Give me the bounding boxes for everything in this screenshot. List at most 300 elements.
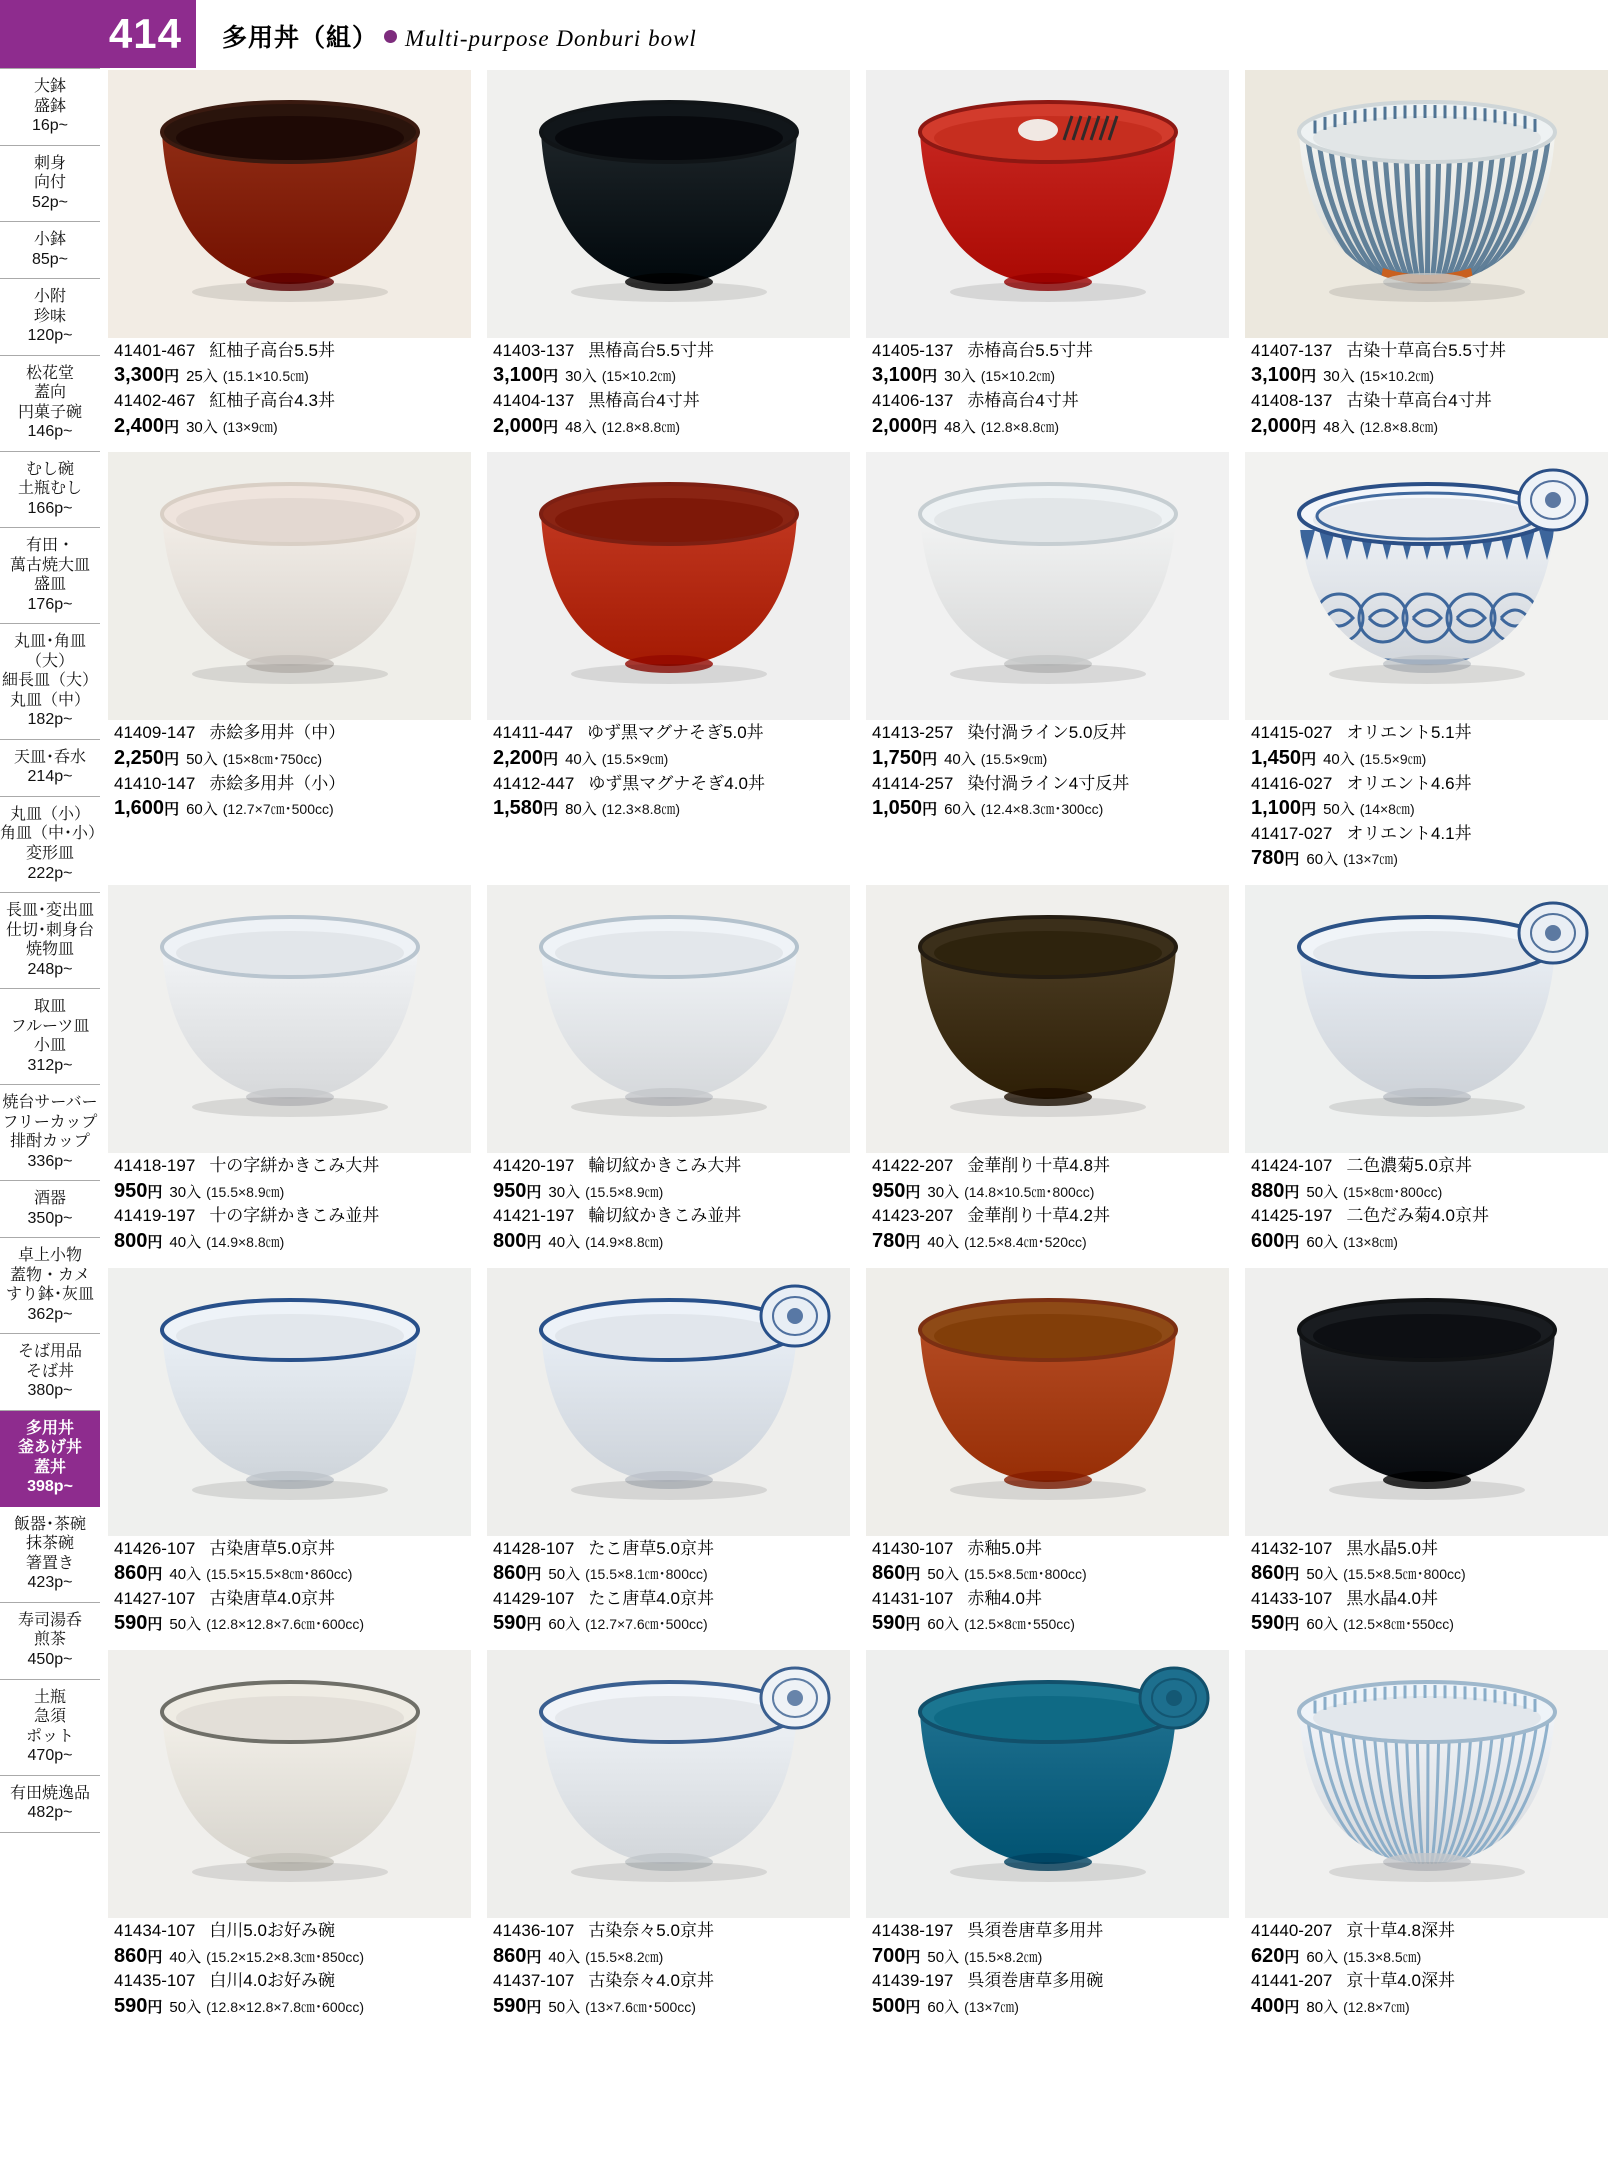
sidebar-item-label: 寿司湯呑 <box>17 1611 82 1629</box>
sidebar-item-label: 小附 <box>33 288 66 306</box>
sidebar-item-label: 166p~ <box>27 499 73 517</box>
product-quantity: 40入 <box>548 1948 581 1966</box>
product-dimensions: (13×7㎝) <box>1343 851 1398 868</box>
product-photo <box>487 1650 850 1918</box>
product-price: 860 <box>493 1562 527 1585</box>
product-cell[interactable] <box>858 1268 1237 1638</box>
product-cell[interactable] <box>100 1268 479 1638</box>
product-price: 1,100 <box>1251 797 1302 820</box>
sidebar-item-label: 酒器 <box>33 1190 66 1208</box>
product-entry <box>872 1155 1225 1204</box>
page-title-ja: 多用丼（組） <box>222 24 379 52</box>
product-name: 呉須巻唐草多用碗 <box>967 1971 1104 1991</box>
product-photo <box>866 70 1229 338</box>
price-yen-unit: 円 <box>905 1183 921 1201</box>
product-entry <box>114 1920 467 1969</box>
product-quantity: 60入 <box>1306 1948 1339 1966</box>
product-dimensions: (12.5×8㎝･550cc) <box>964 1616 1075 1633</box>
sidebar-item-label: 蓋向 <box>33 384 66 402</box>
product-entry <box>1251 340 1604 389</box>
product-name: 赤椿高台5.5寸丼 <box>967 341 1093 360</box>
price-yen-unit: 円 <box>164 750 180 768</box>
product-dimensions: (12.4×8.3㎝･300cc) <box>980 801 1104 818</box>
price-yen-unit: 円 <box>922 801 938 819</box>
product-photo <box>1245 70 1608 338</box>
price-yen-unit: 円 <box>905 1566 921 1584</box>
product-dimensions: (14.9×8.8㎝) <box>206 1233 285 1250</box>
product-entry <box>493 1538 846 1587</box>
product-price: 860 <box>872 1562 906 1585</box>
sidebar-item-label: 350p~ <box>27 1209 73 1227</box>
product-quantity: 60入 <box>548 1616 581 1634</box>
sidebar-item-label: 52p~ <box>31 193 69 211</box>
product-price: 950 <box>114 1179 148 1202</box>
product-caption <box>487 1153 850 1254</box>
product-cell[interactable] <box>1237 885 1616 1255</box>
product-price: 700 <box>872 1944 906 1967</box>
product-photo <box>1245 452 1608 720</box>
sidebar-item-label: 有田・ <box>25 537 74 555</box>
product-dimensions: (13×8㎝) <box>1343 1233 1398 1250</box>
sidebar-item-1[interactable] <box>0 146 100 223</box>
product-entry <box>1251 773 1604 822</box>
product-quantity: 60入 <box>186 801 218 819</box>
sidebar-item-20[interactable] <box>0 1776 100 1833</box>
sidebar-item-13[interactable] <box>0 1181 100 1238</box>
product-caption <box>108 720 471 821</box>
sidebar-item-label: すり鉢･灰皿 <box>5 1286 94 1304</box>
sidebar-item-label: 丸皿･角皿（大） <box>13 633 86 670</box>
product-name: 金華削り十草4.8丼 <box>967 1156 1110 1176</box>
sidebar-item-14[interactable] <box>0 1238 100 1334</box>
product-quantity: 50入 <box>1306 1183 1339 1201</box>
product-price: 800 <box>114 1229 148 1252</box>
product-price: 2,000 <box>1251 414 1302 437</box>
product-entry <box>1251 1970 1604 2019</box>
price-yen-unit: 円 <box>905 1233 921 1251</box>
product-code: 41401-467 <box>114 341 196 360</box>
product-price: 780 <box>1251 847 1285 870</box>
product-price: 3,100 <box>1251 364 1302 387</box>
product-caption <box>866 720 1229 821</box>
sidebar-item-label: 長皿･変出皿 <box>5 902 94 920</box>
product-price: 590 <box>872 1612 906 1635</box>
product-code: 41418-197 <box>114 1156 196 1176</box>
product-cell[interactable] <box>858 885 1237 1255</box>
price-yen-unit: 円 <box>1284 1948 1300 1966</box>
product-dimensions: (14.9×8.8㎝) <box>585 1233 664 1250</box>
product-name: 二色だみ菊4.0京丼 <box>1346 1206 1489 1226</box>
product-name: 赤絵多用丼（中） <box>209 723 346 743</box>
product-caption <box>1245 1153 1608 1254</box>
product-price: 590 <box>114 1994 148 2017</box>
product-dimensions: (15.5×9㎝) <box>1359 750 1427 767</box>
product-row <box>100 70 1616 440</box>
product-price: 500 <box>872 1994 906 2017</box>
product-name: 古染唐草4.0京丼 <box>209 1588 335 1608</box>
product-code: 41412-447 <box>493 773 575 793</box>
sidebar-item-label: 抹茶碗 <box>25 1535 74 1553</box>
sidebar-item-label: 天皿･呑水 <box>13 748 86 766</box>
sidebar-item-12[interactable] <box>0 1085 100 1181</box>
sidebar-item-label: 排酎カップ <box>10 1133 90 1151</box>
product-code: 41414-257 <box>872 773 954 793</box>
product-row <box>100 885 1616 1255</box>
product-photo <box>866 1650 1229 1918</box>
product-code: 41425-197 <box>1251 1206 1333 1226</box>
sidebar-item-2[interactable] <box>0 222 100 279</box>
page-number-badge <box>0 0 196 68</box>
sidebar-item-label: 423p~ <box>27 1574 73 1592</box>
sidebar-item-5[interactable] <box>0 452 100 529</box>
product-name: 古染唐草5.0京丼 <box>209 1538 335 1558</box>
sidebar-item-label: 土瓶むし <box>17 480 82 498</box>
product-quantity: 30入 <box>1323 368 1355 386</box>
product-photo <box>108 452 471 720</box>
sidebar-item-label: 248p~ <box>27 960 73 978</box>
sidebar-item-label: フリーカップ <box>2 1113 98 1131</box>
product-quantity: 50入 <box>548 1998 581 2016</box>
product-dimensions: (15.2×15.2×8.3㎝･850cc) <box>206 1948 365 1965</box>
product-price: 860 <box>114 1944 148 1967</box>
product-row <box>100 1268 1616 1638</box>
sidebar-item-label: 小皿 <box>33 1037 66 1055</box>
product-code: 41429-107 <box>493 1588 575 1608</box>
product-dimensions: (15.5×8.2㎝) <box>964 1948 1043 1965</box>
product-quantity: 30入 <box>944 368 976 386</box>
sidebar-item-3[interactable] <box>0 279 100 356</box>
sidebar-item-18[interactable] <box>0 1603 100 1680</box>
product-name: 赤椿高台4寸丼 <box>967 391 1079 411</box>
product-quantity: 50入 <box>186 750 218 768</box>
product-quantity: 50入 <box>169 1998 202 2016</box>
product-entry <box>872 1970 1225 2019</box>
product-code: 41436-107 <box>493 1921 575 1941</box>
sidebar-item-7[interactable] <box>0 624 100 740</box>
product-caption <box>1245 1918 1608 2019</box>
product-code: 41423-207 <box>872 1206 954 1226</box>
product-quantity: 25入 <box>186 368 218 386</box>
product-price: 590 <box>493 1994 527 2017</box>
sidebar-item-10[interactable] <box>0 893 100 989</box>
sidebar-item-label: 214p~ <box>27 768 73 786</box>
sidebar-item-label: 482p~ <box>27 1804 73 1822</box>
bullet-icon <box>384 30 397 43</box>
sidebar-item-label: 盛鉢 <box>33 97 66 115</box>
product-code: 41406-137 <box>872 391 954 411</box>
product-dimensions: (15×8㎝･800cc) <box>1343 1183 1443 1200</box>
product-code: 41426-107 <box>114 1538 196 1558</box>
product-code: 41409-147 <box>114 723 196 743</box>
product-dimensions: (15.3×8.5㎝) <box>1343 1948 1422 1965</box>
product-name: 赤釉4.0丼 <box>967 1588 1042 1608</box>
product-photo <box>487 885 850 1153</box>
sidebar-item-label: フルーツ皿 <box>10 1017 90 1035</box>
product-photo <box>866 885 1229 1153</box>
product-entry <box>1251 1920 1604 1969</box>
product-price: 590 <box>114 1612 148 1635</box>
product-quantity: 48入 <box>1323 418 1355 436</box>
product-cell[interactable] <box>100 452 479 873</box>
product-code: 41408-137 <box>1251 391 1333 411</box>
category-sidebar[interactable] <box>0 68 105 2176</box>
product-price: 620 <box>1251 1944 1285 1967</box>
product-dimensions: (12.8×8.8㎝) <box>601 418 680 435</box>
product-code: 41434-107 <box>114 1921 196 1941</box>
product-name: 白川5.0お好み碗 <box>209 1921 335 1941</box>
product-cell[interactable] <box>100 70 479 440</box>
product-dimensions: (12.7×7㎝･500cc) <box>222 801 334 818</box>
sidebar-item-label: 箸置き <box>25 1554 74 1572</box>
product-name: 染付渦ライン4寸反丼 <box>967 773 1130 793</box>
product-entry <box>114 1155 467 1204</box>
product-dimensions: (12.3×8.8㎝) <box>601 801 680 818</box>
product-price: 860 <box>114 1562 148 1585</box>
product-price: 600 <box>1251 1229 1285 1252</box>
product-price: 800 <box>493 1229 527 1252</box>
product-code: 41440-207 <box>1251 1921 1333 1941</box>
product-quantity: 80入 <box>1306 1998 1339 2016</box>
price-yen-unit: 円 <box>1284 1998 1300 2016</box>
price-yen-unit: 円 <box>905 1998 921 2016</box>
sidebar-item-15[interactable] <box>0 1334 100 1411</box>
product-entry <box>872 340 1225 389</box>
product-name: 黒椿高台5.5寸丼 <box>588 341 714 360</box>
price-yen-unit: 円 <box>922 418 938 436</box>
price-yen-unit: 円 <box>526 1566 542 1584</box>
product-dimensions: (15.5×9㎝) <box>980 750 1048 767</box>
sidebar-item-17[interactable] <box>0 1507 100 1603</box>
product-name: オリエント4.6丼 <box>1346 773 1472 793</box>
product-photo <box>108 1650 471 1918</box>
sidebar-item-label: 85p~ <box>31 250 69 268</box>
price-yen-unit: 円 <box>1301 418 1317 436</box>
product-cell[interactable] <box>1237 1650 1616 2020</box>
sidebar-item-label: 丸皿（小） <box>9 805 90 823</box>
sidebar-item-11[interactable] <box>0 989 100 1085</box>
product-quantity: 40入 <box>944 750 976 768</box>
product-quantity: 30入 <box>169 1183 202 1201</box>
product-caption <box>108 1918 471 2019</box>
sidebar-item-label: 120p~ <box>27 327 73 345</box>
product-entry <box>114 1538 467 1587</box>
product-entry <box>1251 1155 1604 1204</box>
product-code: 41441-207 <box>1251 1971 1333 1991</box>
product-cell[interactable] <box>1237 70 1616 440</box>
price-yen-unit: 円 <box>905 1616 921 1634</box>
price-yen-unit: 円 <box>164 368 180 386</box>
sidebar-item-6[interactable] <box>0 528 100 624</box>
product-code: 41415-027 <box>1251 723 1333 743</box>
product-code: 41439-197 <box>872 1971 954 1991</box>
sidebar-item-label: 卓上小物 <box>17 1247 82 1265</box>
product-quantity: 40入 <box>548 1233 581 1251</box>
product-code: 41420-197 <box>493 1156 575 1176</box>
price-yen-unit: 円 <box>543 368 559 386</box>
product-price: 2,200 <box>493 746 544 769</box>
product-quantity: 60入 <box>944 801 976 819</box>
sidebar-item-4[interactable] <box>0 356 100 452</box>
sidebar-item-label: 470p~ <box>27 1747 73 1765</box>
product-caption <box>866 1153 1229 1254</box>
product-code: 41430-107 <box>872 1538 954 1558</box>
product-code: 41407-137 <box>1251 341 1333 360</box>
product-name: 黒椿高台4寸丼 <box>588 391 700 411</box>
product-dimensions: (15.1×10.5㎝) <box>222 368 309 385</box>
product-name: 紅柚子高台5.5丼 <box>209 341 335 360</box>
product-code: 41428-107 <box>493 1538 575 1558</box>
sidebar-item-label: 312p~ <box>27 1056 73 1074</box>
page-number: 414 <box>108 10 182 57</box>
product-quantity: 60入 <box>927 1616 960 1634</box>
sidebar-item-label: 有田焼逸品 <box>9 1784 90 1802</box>
product-code: 41411-447 <box>493 723 574 743</box>
sidebar-item-label: 16p~ <box>31 117 69 135</box>
product-cell[interactable] <box>100 885 479 1255</box>
product-name: たこ唐草5.0京丼 <box>588 1538 714 1558</box>
product-price: 590 <box>493 1612 527 1635</box>
product-quantity: 40入 <box>169 1566 202 1584</box>
product-quantity: 40入 <box>927 1233 960 1251</box>
sidebar-item-label: 細長皿（大） <box>1 672 98 690</box>
sidebar-item-label: 向付 <box>33 174 66 192</box>
product-name: 輪切紋かきこみ大丼 <box>588 1156 742 1176</box>
sidebar-item-label: 蓋丼 <box>33 1458 66 1476</box>
sidebar-item-label: 萬古焼大皿 <box>9 556 90 574</box>
product-entry <box>493 390 846 439</box>
product-caption <box>866 1918 1229 2019</box>
price-yen-unit: 円 <box>147 1233 163 1251</box>
product-entry <box>114 1970 467 2019</box>
product-price: 1,050 <box>872 797 923 820</box>
product-name: 呉須巻唐草多用丼 <box>967 1921 1104 1941</box>
price-yen-unit: 円 <box>147 1183 163 1201</box>
product-entry <box>493 1205 846 1254</box>
product-dimensions: (15×10.2㎝) <box>980 368 1056 385</box>
product-caption <box>866 338 1229 439</box>
product-dimensions: (15.5×8.1㎝･800cc) <box>585 1566 708 1583</box>
product-quantity: 40入 <box>1323 750 1355 768</box>
price-yen-unit: 円 <box>147 1948 163 1966</box>
product-quantity: 50入 <box>548 1566 581 1584</box>
product-name: 古染十草高台5.5寸丼 <box>1346 341 1506 360</box>
sidebar-item-19[interactable] <box>0 1680 100 1776</box>
sidebar-item-label: 焼物皿 <box>25 941 74 959</box>
product-cell[interactable] <box>479 1268 858 1638</box>
sidebar-item-label: むし碗 <box>25 460 74 478</box>
product-price: 950 <box>872 1179 906 1202</box>
product-cell[interactable] <box>1237 452 1616 873</box>
price-yen-unit: 円 <box>526 1998 542 2016</box>
product-cell[interactable] <box>100 1650 479 2020</box>
product-price: 950 <box>493 1179 527 1202</box>
product-price: 2,000 <box>872 414 923 437</box>
product-name: 輪切紋かきこみ並丼 <box>588 1206 742 1226</box>
product-code: 41432-107 <box>1251 1538 1333 1558</box>
product-code: 41421-197 <box>493 1206 575 1226</box>
product-dimensions: (15.5×8.9㎝) <box>585 1183 664 1200</box>
price-yen-unit: 円 <box>543 801 559 819</box>
sidebar-item-8[interactable] <box>0 740 100 797</box>
product-cell[interactable] <box>858 1650 1237 2020</box>
product-cell[interactable] <box>1237 1268 1616 1638</box>
product-row <box>100 1650 1616 2020</box>
product-quantity: 60入 <box>1306 1616 1339 1634</box>
product-quantity: 30入 <box>565 368 597 386</box>
product-name: オリエント4.1丼 <box>1346 823 1472 843</box>
product-caption <box>487 338 850 439</box>
product-code: 41435-107 <box>114 1971 196 1991</box>
price-yen-unit: 円 <box>526 1948 542 1966</box>
product-code: 41402-467 <box>114 391 196 411</box>
price-yen-unit: 円 <box>147 1616 163 1634</box>
product-dimensions: (15.5×9㎝) <box>601 750 669 767</box>
product-code: 41422-207 <box>872 1156 954 1176</box>
sidebar-item-label: 146p~ <box>27 423 73 441</box>
product-cell[interactable] <box>479 885 858 1255</box>
product-entry <box>1251 1205 1604 1254</box>
product-dimensions: (15×10.2㎝) <box>1359 368 1435 385</box>
product-entry <box>114 1205 467 1254</box>
product-cell[interactable] <box>479 452 858 873</box>
product-price: 860 <box>1251 1562 1285 1585</box>
product-code: 41403-137 <box>493 341 575 360</box>
product-price: 3,100 <box>493 364 544 387</box>
product-entry <box>872 722 1225 771</box>
product-entry <box>114 773 467 822</box>
product-cell[interactable] <box>479 70 858 440</box>
product-entry <box>114 1588 467 1637</box>
product-quantity: 40入 <box>169 1233 202 1251</box>
product-entry <box>872 390 1225 439</box>
sidebar-item-label: 336p~ <box>27 1152 73 1170</box>
sidebar-item-label: 380p~ <box>27 1382 73 1400</box>
sidebar-item-label: 変形皿 <box>25 844 74 862</box>
product-name: 十の字絣かきこみ大丼 <box>209 1156 380 1176</box>
product-code: 41404-137 <box>493 391 575 411</box>
price-yen-unit: 円 <box>1301 750 1317 768</box>
product-cell[interactable] <box>858 452 1237 873</box>
product-quantity: 30入 <box>927 1183 960 1201</box>
product-dimensions: (15.5×8.2㎝) <box>585 1948 664 1965</box>
product-dimensions: (12.8×8.8㎝) <box>1359 418 1438 435</box>
sidebar-item-16[interactable] <box>0 1411 100 1507</box>
product-caption <box>1245 720 1608 872</box>
sidebar-item-label: 急須 <box>33 1708 66 1726</box>
price-yen-unit: 円 <box>164 801 180 819</box>
product-entry <box>493 1920 846 1969</box>
sidebar-item-9[interactable] <box>0 797 105 893</box>
product-price: 1,600 <box>114 797 165 820</box>
product-code: 41417-027 <box>1251 823 1333 843</box>
product-cell[interactable] <box>858 70 1237 440</box>
price-yen-unit: 円 <box>1284 1233 1300 1251</box>
price-yen-unit: 円 <box>1284 1616 1300 1634</box>
product-caption <box>108 1153 471 1254</box>
sidebar-item-label: 362p~ <box>27 1305 73 1323</box>
product-photo <box>108 70 471 338</box>
sidebar-item-label: 398p~ <box>27 1478 73 1496</box>
product-cell[interactable] <box>479 1650 858 2020</box>
product-entry <box>1251 390 1604 439</box>
sidebar-item-0[interactable] <box>0 68 100 146</box>
product-caption <box>108 1536 471 1637</box>
product-dimensions: (15×8㎝･750cc) <box>222 750 322 767</box>
product-code: 41410-147 <box>114 773 196 793</box>
product-entry <box>493 1970 846 2019</box>
product-quantity: 30入 <box>548 1183 581 1201</box>
sidebar-item-label: そば用品 <box>17 1343 82 1361</box>
